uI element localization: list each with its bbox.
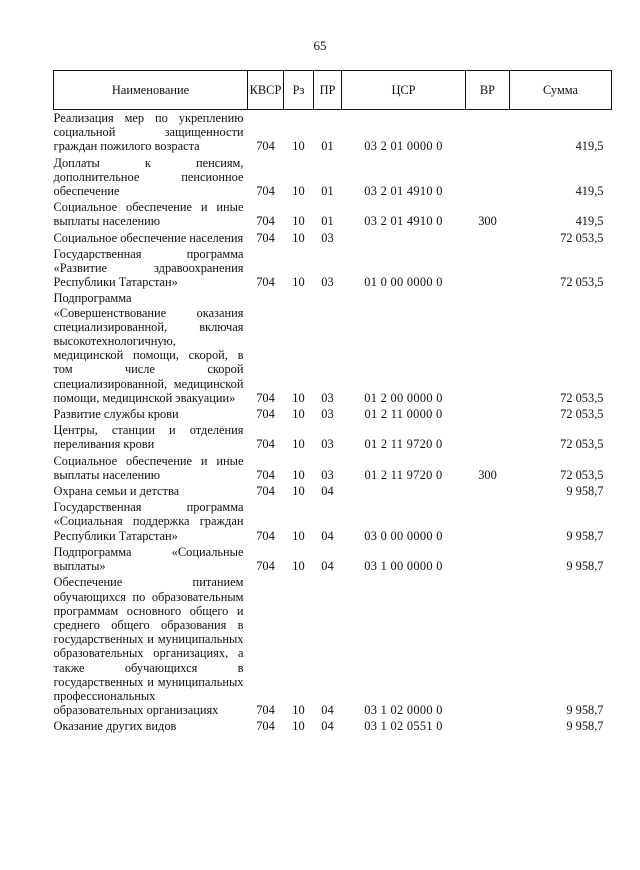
row-vr: [466, 422, 510, 452]
row-name: [54, 483, 248, 499]
row-name: [54, 574, 248, 718]
row-kvsr: 704: [256, 407, 275, 422]
row-name: [54, 453, 248, 483]
row-pr: 03: [321, 275, 334, 290]
row-sum: 72 053,5: [560, 467, 604, 482]
row-kvsr: 704: [256, 703, 275, 718]
row-pr: 03: [321, 467, 334, 482]
table-row: [54, 544, 612, 574]
header-csr: ЦСР: [342, 71, 466, 110]
row-kvsr: 704: [256, 719, 275, 734]
row-name-text: Центры, станции и отделения переливания крови: [53, 423, 244, 452]
row-name-text: Охрана семьи и детства: [53, 484, 180, 499]
table-row: [54, 453, 612, 483]
table-row: [54, 110, 612, 155]
row-sum: 72 053,5: [560, 437, 604, 452]
row-name: [54, 499, 248, 544]
row-csr: 03 2 01 0000 0: [364, 139, 443, 154]
header-name: Наименование: [54, 71, 248, 110]
row-rz: 10: [292, 214, 305, 229]
row-pr: 04: [321, 703, 334, 718]
row-sum: 72 053,5: [560, 275, 604, 290]
row-vr: [466, 406, 510, 422]
row-vr: [466, 230, 510, 246]
row-pr: 01: [321, 139, 334, 154]
row-pr: 01: [321, 214, 334, 229]
row-name-text: Обеспечение питанием обучающихся по образовательным программам основного общего и среднего общего образования в государственных и муниципальных образовательных организациях, а также обучающихся в государственных и муниципальных профессиональных образовательных организациях: [53, 575, 244, 718]
table-row: [54, 574, 612, 718]
row-name-text: Социальное обеспечение и иные выплаты населению: [53, 200, 244, 229]
row-csr: 01 2 00 0000 0: [364, 390, 443, 405]
row-name: [54, 718, 248, 734]
row-vr: [466, 246, 510, 291]
row-csr: 01 2 11 0000 0: [364, 407, 443, 422]
page-number: 65: [313, 38, 327, 53]
row-rz: 10: [292, 230, 305, 245]
table-row: [54, 422, 612, 452]
row-rz: 10: [292, 559, 305, 574]
row-name-text: Государственная программа «Развитие здравоохранения Республики Татарстан»: [53, 246, 244, 290]
row-vr: [466, 110, 510, 155]
header-pr: ПР: [314, 71, 342, 110]
row-vr: [466, 155, 510, 200]
table-row: [54, 483, 612, 499]
header-kvsr: КВСР: [248, 71, 284, 110]
row-csr: [342, 230, 466, 246]
header-rz: Рз: [284, 71, 314, 110]
row-kvsr: 704: [256, 390, 275, 405]
table-row: [54, 246, 612, 291]
table-row: [54, 199, 612, 229]
row-sum: 9 958,7: [566, 484, 604, 499]
row-name-text: Подпрограмма «Совершенствование оказания специализированной, включая высокотехнологичную, медицинской помощи, скорой, в том числе скорой специализированной, медицинской помощи, медицинской эвакуации»: [53, 291, 244, 405]
row-sum: 72 053,5: [560, 390, 604, 405]
row-name: [54, 230, 248, 246]
row-csr: 01 2 11 9720 0: [364, 467, 443, 482]
row-pr: 03: [321, 437, 334, 452]
row-kvsr: 704: [256, 528, 275, 543]
row-name: [54, 246, 248, 291]
row-csr: 03 2 01 4910 0: [364, 184, 443, 199]
row-csr: [342, 483, 466, 499]
row-rz: 10: [292, 407, 305, 422]
row-name-text: Оказание других видов: [53, 719, 177, 734]
table-row: [54, 155, 612, 200]
row-vr: [466, 483, 510, 499]
row-name: [54, 406, 248, 422]
row-kvsr: 704: [256, 437, 275, 452]
row-sum: 419,5: [575, 184, 604, 199]
row-name: [54, 290, 248, 406]
row-vr: [466, 574, 510, 718]
row-vr: [466, 290, 510, 406]
row-pr: 03: [321, 407, 334, 422]
table-row: [54, 718, 612, 734]
row-name: [54, 155, 248, 200]
row-rz: 10: [292, 184, 305, 199]
row-kvsr: 704: [256, 467, 275, 482]
row-name-text: Социальное обеспечение населения: [53, 230, 244, 245]
row-kvsr: 704: [256, 184, 275, 199]
row-name-text: Государственная программа «Социальная поддержка граждан Республики Татарстан»: [53, 500, 244, 543]
row-rz: 10: [292, 467, 305, 482]
row-rz: 10: [292, 437, 305, 452]
row-pr: 04: [321, 528, 334, 543]
row-kvsr: 704: [256, 214, 275, 229]
row-csr: 03 1 02 0000 0: [364, 703, 443, 718]
row-pr: 01: [321, 184, 334, 199]
row-csr: 01 0 00 0000 0: [364, 275, 443, 290]
row-vr: [466, 718, 510, 734]
row-rz: 10: [292, 275, 305, 290]
row-vr: [466, 499, 510, 544]
row-sum: 9 958,7: [566, 559, 604, 574]
table-row: [54, 406, 612, 422]
row-rz: 10: [292, 390, 305, 405]
row-csr: 03 1 00 0000 0: [364, 559, 443, 574]
row-vr: 300: [478, 214, 497, 229]
row-name-text: Подпрограмма «Социальные выплаты»: [53, 544, 244, 574]
row-pr: 04: [321, 559, 334, 574]
row-sum: 72 053,5: [560, 407, 604, 422]
row-kvsr: 704: [256, 230, 275, 245]
header-sum: Сумма: [510, 71, 612, 110]
row-kvsr: 704: [256, 484, 275, 499]
row-sum: 9 958,7: [566, 703, 604, 718]
row-csr: 03 1 02 0551 0: [364, 719, 443, 734]
table-row: [54, 230, 612, 246]
table-row: [54, 499, 612, 544]
row-kvsr: 704: [256, 559, 275, 574]
row-rz: 10: [292, 719, 305, 734]
row-csr: 03 0 00 0000 0: [364, 528, 443, 543]
row-vr: [466, 544, 510, 574]
row-sum: 72 053,5: [560, 230, 604, 245]
row-name-text: Доплаты к пенсиям, дополнительное пенсионное обеспечение: [53, 155, 244, 199]
row-name-text: Социальное обеспечение и иные выплаты населению: [53, 453, 244, 482]
row-pr: 04: [321, 484, 334, 499]
row-rz: 10: [292, 139, 305, 154]
row-sum: 9 958,7: [566, 528, 604, 543]
row-rz: 10: [292, 484, 305, 499]
table-row: [54, 290, 612, 406]
row-kvsr: 704: [256, 139, 275, 154]
row-pr: 03: [321, 390, 334, 405]
row-rz: 10: [292, 528, 305, 543]
row-name-text: Реализация мер по укреплению социальной защищенности граждан пожилого возраста: [53, 111, 244, 154]
row-name: [54, 199, 248, 229]
row-csr: 01 2 11 9720 0: [364, 437, 443, 452]
row-name: [54, 110, 248, 155]
budget-table: [53, 70, 612, 735]
table-body: [54, 110, 612, 735]
row-pr: 04: [321, 719, 334, 734]
row-name-text: Развитие службы крови: [53, 407, 179, 422]
row-name: [54, 544, 248, 574]
row-sum: 9 958,7: [566, 719, 604, 734]
row-name: [54, 422, 248, 452]
row-vr: 300: [478, 467, 497, 482]
row-rz: 10: [292, 703, 305, 718]
row-sum: 419,5: [575, 214, 604, 229]
row-kvsr: 704: [256, 275, 275, 290]
row-sum: 419,5: [575, 139, 604, 154]
header-vr: ВР: [466, 71, 510, 110]
table-header: [54, 71, 612, 110]
row-csr: 03 2 01 4910 0: [364, 214, 443, 229]
row-pr: 03: [321, 230, 334, 245]
